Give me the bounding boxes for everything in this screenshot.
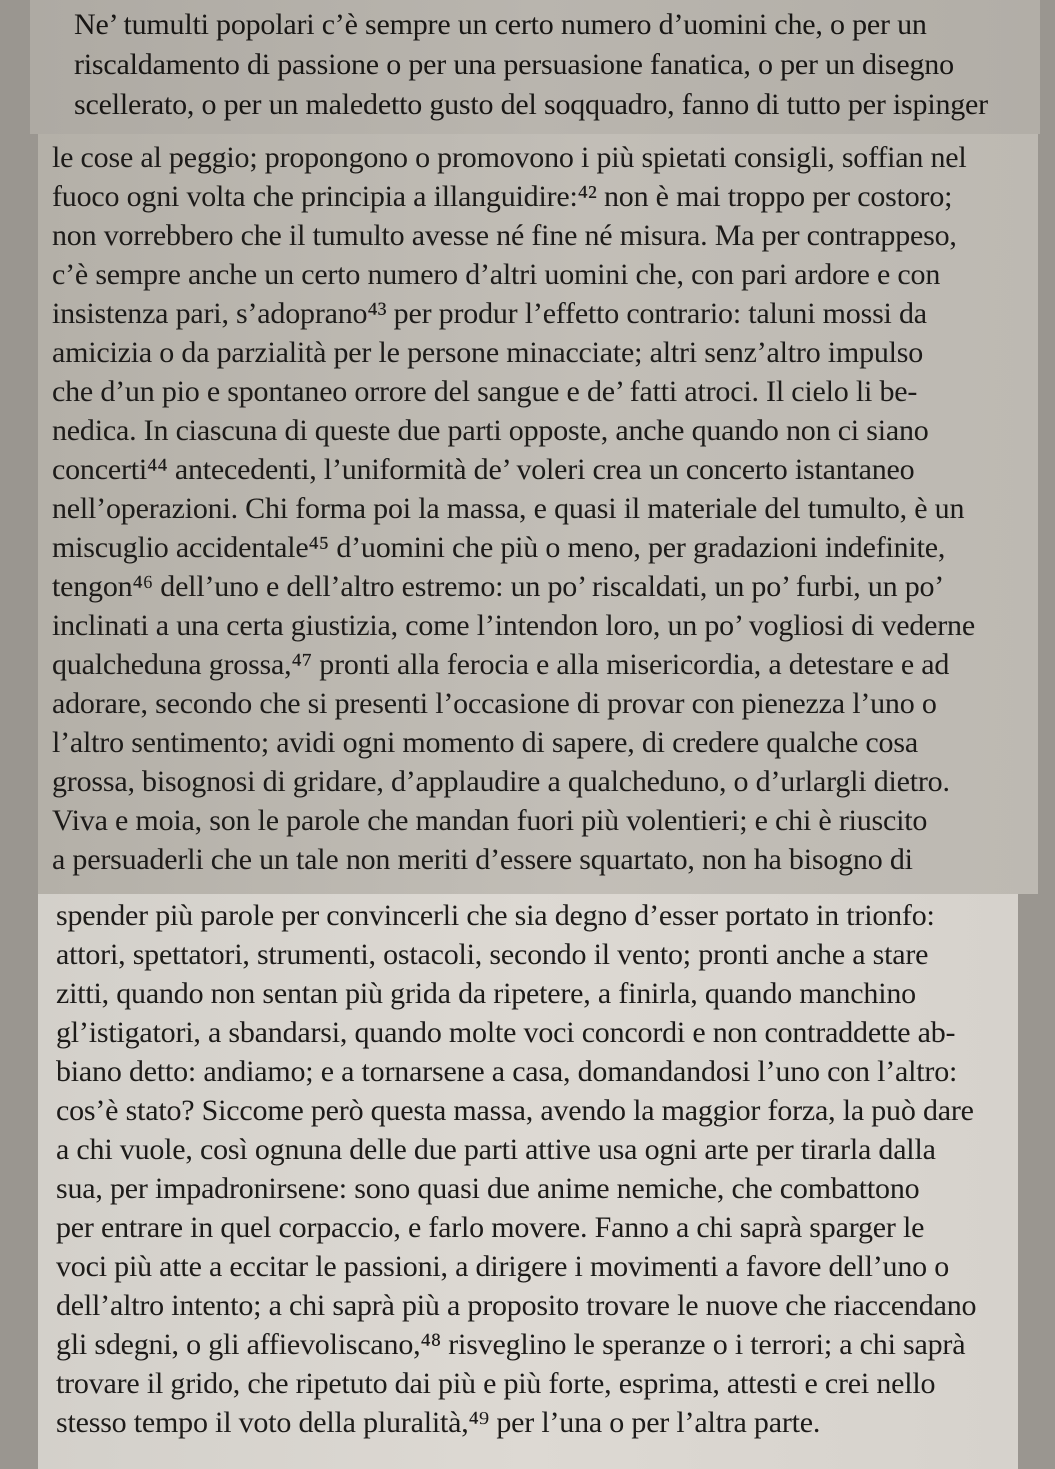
text-line: c’è sempre anche un certo numero d’altri uomini che, con pari ardore e con xyxy=(52,258,941,291)
text-line: concerti⁴⁴ antecedenti, l’uniformità de’ voleri crea un concerto istantaneo xyxy=(52,453,915,486)
text-line: gli sdegni, o gli affievoliscano,⁴⁸ risveglino le speranze o i terrori; a chi saprà xyxy=(56,1328,966,1361)
text-line: insistenza pari, s’adoprano⁴³ per produr l’effetto contrario: taluni mossi da xyxy=(52,297,927,330)
text-line: spender più parole per convincerli che sia degno d’esser portato in trionfo: xyxy=(56,899,935,932)
text-line: a chi vuole, così ognuna delle due parti attive usa ogni arte per tirarla dalla xyxy=(56,1133,936,1166)
text-line: miscuglio accidentale⁴⁵ d’uomini che più o meno, per gradazioni indefinite, xyxy=(52,531,946,564)
text-line: dell’altro intento; a chi saprà più a proposito trovare le nuove che riaccendano xyxy=(56,1289,977,1322)
text-line: le cose al peggio; propongono o promovono i più spietati consigli, soffian nel xyxy=(52,141,967,174)
text-line: tengon⁴⁶ dell’uno e dell’altro estremo: un po’ riscaldati, un po’ furbi, un po’ xyxy=(52,570,945,603)
text-line: stesso tempo il voto della pluralità,⁴⁹ per l’una o per l’altra parte. xyxy=(56,1406,821,1439)
text-line: grossa, bisognosi di gridare, d’applaudire a qualcheduno, o d’urlargli dietro. xyxy=(52,765,950,798)
text-line: cos’è stato? Siccome però questa massa, avendo la maggior forza, la può dare xyxy=(56,1094,974,1127)
text-line: sua, per impadronirsene: sono quasi due anime nemiche, che combattono xyxy=(56,1172,920,1205)
text-line: Viva e moia, son le parole che mandan fuori più volentieri; e chi è riuscito xyxy=(52,804,928,837)
text-line: per entrare in quel corpaccio, e farlo movere. Fanno a chi saprà sparger le xyxy=(56,1211,925,1244)
text-line: non vorrebbero che il tumulto avesse né fine né misura. Ma per contrappeso, xyxy=(52,219,957,252)
text-line: biano detto: andiamo; e a tornarsene a casa, domandandosi l’uno con l’altro: xyxy=(56,1055,958,1088)
text-line: trovare il grido, che ripetuto dai più e più forte, esprima, attesti e crei nello xyxy=(56,1367,936,1400)
text-line: l’altro sentimento; avidi ogni momento di sapere, di credere qualche cosa xyxy=(52,726,918,759)
text-line: riscaldamento di passione o per una persuasione fanatica, o per un disegno xyxy=(74,48,954,81)
text-line: nell’operazioni. Chi forma poi la massa, e quasi il materiale del tumulto, è un xyxy=(52,492,965,525)
text-line: scellerato, o per un maledetto gusto del soqquadro, fanno di tutto per ispinger xyxy=(74,88,988,121)
text-line: nedica. In ciascuna di queste due parti opposte, anche quando non ci siano xyxy=(52,414,929,447)
text-line: zitti, quando non sentan più grida da ripetere, a finirla, quando manchino xyxy=(56,977,916,1010)
text-line: attori, spettatori, strumenti, ostacoli, secondo il vento; pronti anche a stare xyxy=(56,938,929,971)
text-line: adorare, secondo che si presenti l’occasione di provar con pienezza l’uno o xyxy=(52,687,937,720)
text-line: amicizia o da parzialità per le persone minacciate; altri senz’altro impulso xyxy=(52,336,924,369)
text-line: Ne’ tumulti popolari c’è sempre un certo numero d’uomini che, o per un xyxy=(74,8,927,41)
text-line: qualcheduna grossa,⁴⁷ pronti alla ferocia e alla misericordia, a detestare e ad xyxy=(52,648,950,681)
text-line: gl’istigatori, a sbandarsi, quando molte voci concordi e non contraddette ab- xyxy=(56,1016,956,1049)
text-line: fuoco ogni volta che principia a illanguidire:⁴² non è mai troppo per costoro; xyxy=(52,180,953,213)
text-line: a persuaderli che un tale non meriti d’essere squartato, non ha bisogno di xyxy=(52,843,913,876)
text-line: inclinati a una certa giustizia, come l’intendon loro, un po’ vogliosi di vederne xyxy=(52,609,975,642)
text-line: voci più atte a eccitar le passioni, a dirigere i movimenti a favore dell’uno o xyxy=(56,1250,950,1283)
text-line: che d’un pio e spontaneo orrore del sangue e de’ fatti atroci. Il cielo li be- xyxy=(52,375,918,408)
